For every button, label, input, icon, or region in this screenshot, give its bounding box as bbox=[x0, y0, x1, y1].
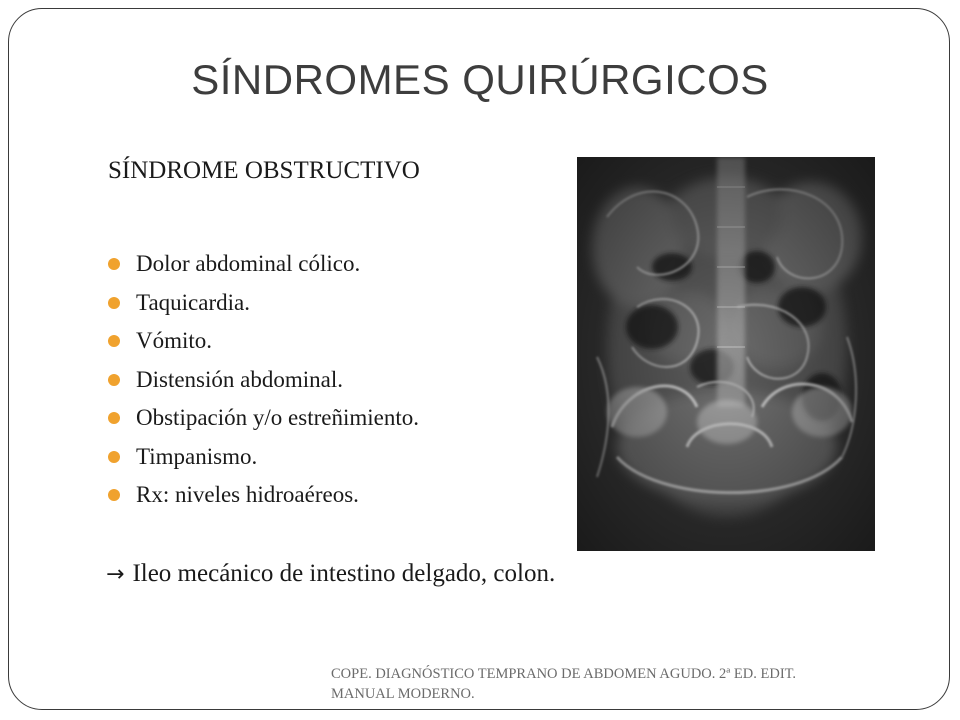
list-item bbox=[106, 327, 419, 366]
bullet-icon bbox=[108, 489, 120, 501]
list-item bbox=[106, 404, 419, 443]
list-item-text: Obstipación y/o estreñimiento. bbox=[136, 405, 419, 430]
conclusion-text: Ileo mecánico de intestino delgado, colon. bbox=[132, 560, 556, 587]
arrow-right-icon: → bbox=[106, 562, 125, 587]
bullet-icon bbox=[108, 451, 120, 463]
list-item bbox=[106, 481, 419, 520]
list-item-text: Distensión abdominal. bbox=[136, 366, 343, 392]
citation bbox=[331, 664, 891, 704]
bullet-icon bbox=[108, 374, 120, 386]
abdominal-xray-image bbox=[577, 157, 875, 551]
list-item bbox=[106, 366, 419, 405]
bullet-icon bbox=[108, 297, 120, 309]
symptom-list bbox=[106, 250, 419, 520]
list-item-text: Dolor abdominal cólico. bbox=[136, 251, 361, 276]
slide-title: SÍNDROMES QUIRÚRGICOS bbox=[191, 56, 769, 103]
list-item-text: Taquicardia. bbox=[136, 289, 250, 315]
list-item bbox=[106, 250, 419, 289]
list-item bbox=[106, 289, 419, 328]
list-item bbox=[106, 443, 419, 482]
list-item-text: Rx: niveles hidroaéreos. bbox=[136, 482, 359, 507]
section-heading: SÍNDROME OBSTRUCTIVO bbox=[108, 157, 420, 184]
list-item-text: Vómito. bbox=[136, 328, 213, 353]
bullet-icon bbox=[108, 412, 120, 424]
bullet-icon bbox=[108, 335, 120, 347]
citation-line: MANUAL MODERNO. bbox=[331, 686, 475, 702]
bullet-icon bbox=[108, 258, 120, 270]
citation-line: COPE. DIAGNÓSTICO TEMPRANO DE ABDOMEN AGUDO. 2ª ED. EDIT. bbox=[331, 666, 797, 682]
conclusion-line bbox=[106, 560, 555, 588]
list-item-text: Timpanismo. bbox=[136, 443, 258, 469]
